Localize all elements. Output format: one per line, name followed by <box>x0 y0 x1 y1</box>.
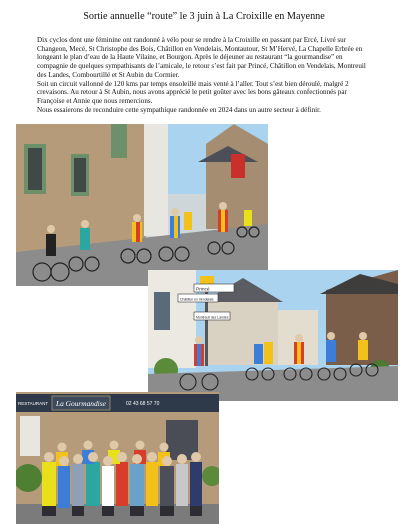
sign-montreuil-label: Montreuil des Landes <box>196 315 229 320</box>
restaurant-name: La Gourmandise <box>56 399 106 408</box>
paragraph-route: Dix cyclos dont une féminine ont randonné à vélo pour se rendre à la Croixille en passant par Ercé, Livré sur Changeon, Mecé, St Christophe des Bois, Châtillon en Vendelais, Montautour, St M’Hervé, La Chapelle Erbrée en longeant le plan d’eau de la Haute Vilaine, et Bourgon. Après le déjeuner au restaurant “la gourmandise” en compagnie de quelques sympathisants de l’amicale, le retour s’est fait par Princé, Châtillon en Vendelais, Montreuil des Landes, Combourtillé et St Aubin du Cormier. <box>37 36 366 79</box>
paragraph-conclusion: Nous essaierons de reconduire cette sympathique randonnée en 2024 dans un autre secteur à définir. <box>37 105 321 114</box>
restaurant-side-label: RESTAURANT <box>18 401 49 406</box>
restaurant-phone: 02 43 68 57 70 <box>126 401 160 407</box>
sign-chatillon-label: Châtillon en Vendelais <box>180 297 214 302</box>
body-text <box>37 36 367 114</box>
photo-group-restaurant <box>16 392 219 524</box>
sign-prince-label: Princé <box>196 287 210 293</box>
paragraph-circuit: Soit un circuit vallonné de 120 kms par temps ensoleillé mais venté à l’aller. Tout s’est bien déroulé, malgré 2 crevaisons. Au retour à St Aubin, nous avons apprécié le petit goûter avec les bons gâteaux confectionnés par Françoise et Annie que nous remercions. <box>37 79 349 105</box>
photo-cyclists-road-signs <box>148 270 398 401</box>
document-title: Sortie annuelle “route” le 3 juin à La Croixille en Mayenne <box>83 11 325 22</box>
photo-cyclists-village <box>16 124 268 286</box>
